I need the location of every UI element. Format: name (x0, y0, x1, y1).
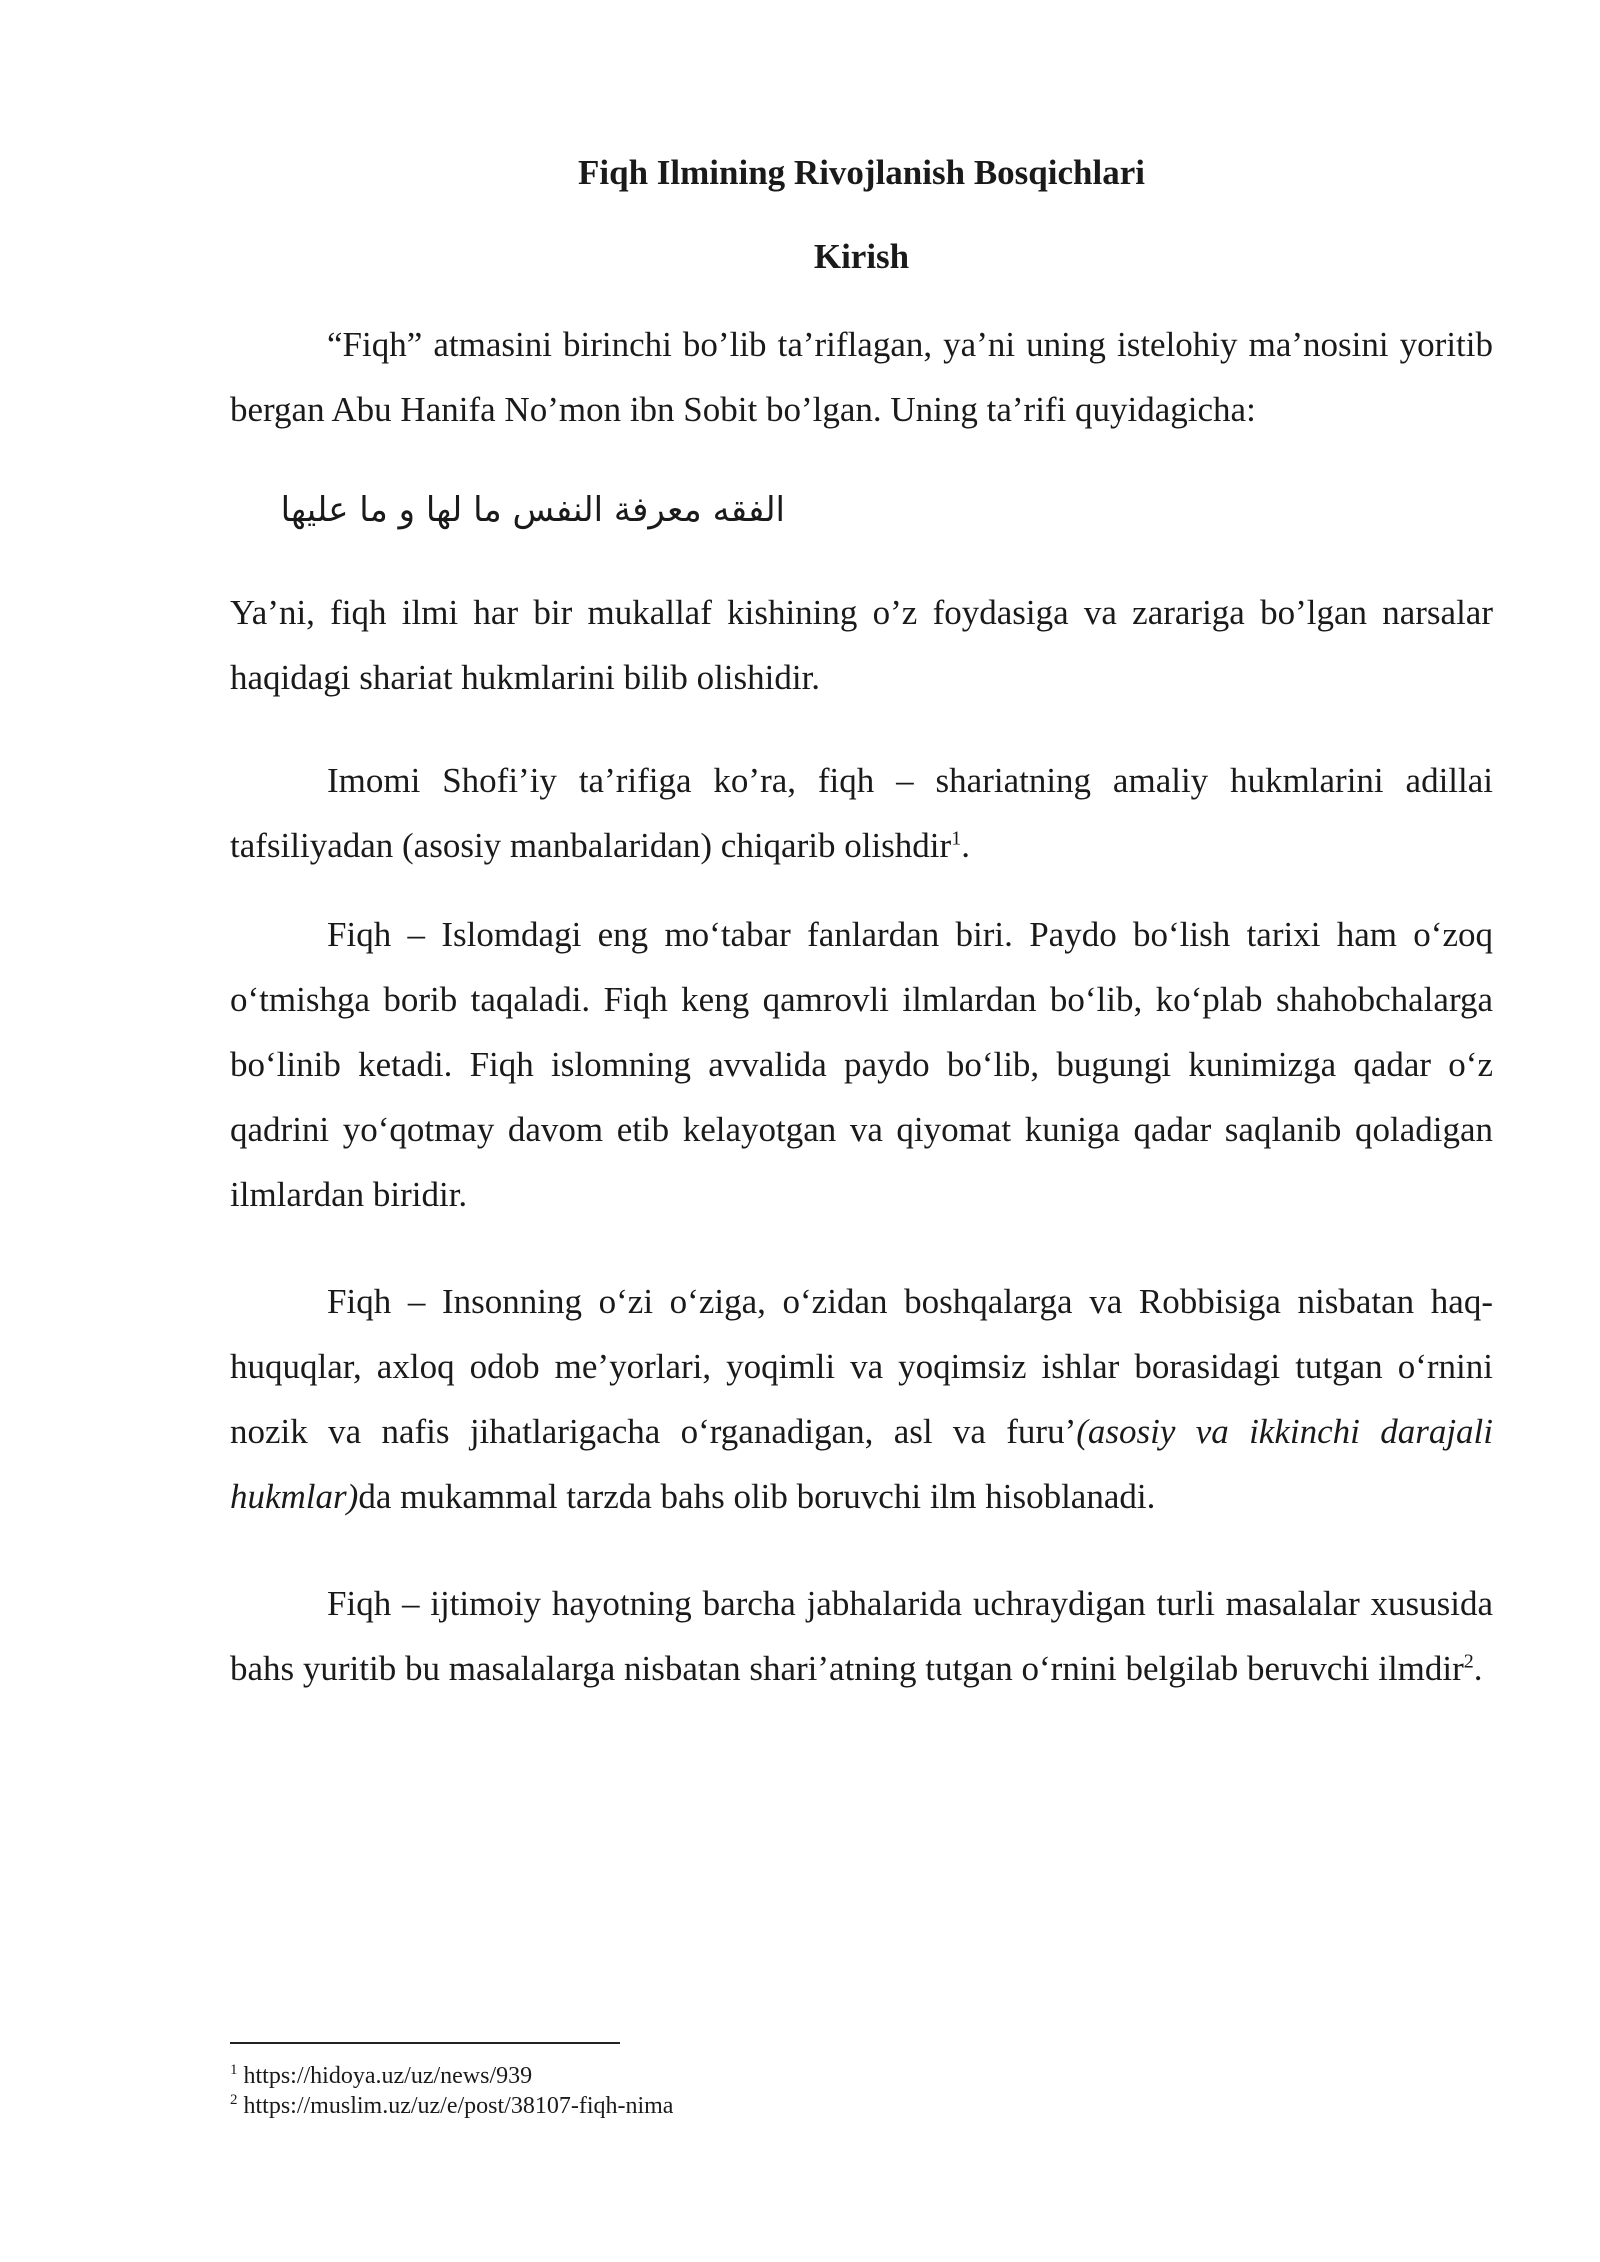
document-title: Fiqh Ilmining Rivojlanish Bosqichlari (578, 153, 1145, 192)
footnote-1 (230, 2061, 673, 2091)
islom-paragraph: Fiqh – Islomdagi eng mo‘tabar fanlardan biri. Paydo bo‘lish tarixi ham o‘zoq o‘tmishga borib taqaladi. Fiqh keng qamrovli ilmlardan bo‘lib, ko‘plab shahobchalarga bo‘linib ketadi. Fiqh islomning avvalida paydo bo‘lib, bugungi kunimizga qadar o‘z qadrini yo‘qotmay davom etib kelayotgan va qiyomat kuniga qadar saqlanib qoladigan ilmlardan biridir. (230, 915, 1493, 1214)
footnote-number: 1 (230, 2062, 238, 2078)
intro-paragraph: “Fiqh” atmasini birinchi bo’lib ta’riflagan, ya’ni uning istelohiy ma’nosini yoritib bergan Abu Hanifa No’mon ibn Sobit bo’lgan. Uning ta’rifi quyidagicha: (230, 325, 1493, 429)
document-page (230, 140, 1493, 1701)
inson-paragraph-text: Fiqh – Insonning o‘zi o‘ziga, o‘zidan boshqalarga va Robbisiga nisbatan haq-huquqlar, axloq odob me’yorlari, yoqimli va yoqimsiz ishlar borasidagi tutgan o‘rnini nozik va nafis jihatlarigacha o‘rganadigan, asl va furu’ (230, 1282, 1493, 1451)
ijtimoiy-paragraph (230, 1571, 1493, 1701)
footnote-reference-2[interactable]: 2 (1463, 1650, 1474, 1673)
footnote-link[interactable]: https://hidoya.uz/uz/news/939 (237, 2063, 533, 2089)
shofi-paragraph (230, 748, 1493, 878)
shofi-paragraph-text: Imomi Shofi’iy ta’rifiga ko’ra, fiqh – shariatning amaliy hukmlarini adillai tafsiliyadan (asosiy manbalaridan) chiqarib olishdir (230, 761, 1493, 865)
ijtimoiy-paragraph-end: . (1473, 1649, 1483, 1688)
footnote-number: 2 (230, 2092, 238, 2108)
inson-paragraph-end: da mukammal tarzda bahs olib boruvchi ilm hisoblanadi. (358, 1477, 1156, 1516)
footnote-link[interactable]: https://muslim.uz/uz/e/post/38107-fiqh-nima (237, 2093, 674, 2119)
footnote-reference-1[interactable]: 1 (951, 827, 962, 850)
yani-paragraph: Ya’ni, fiqh ilmi har bir mukallaf kishining o’z foydasiga va zarariga bo’lgan narsalar haqidagi shariat hukmlarini bilib olishidir. (230, 593, 1493, 697)
inson-paragraph-italic-note: (asosiy va ikkinchi darajali hukmlar) (230, 1412, 1493, 1516)
footnote-2 (230, 2091, 673, 2121)
inson-paragraph (230, 1269, 1493, 1529)
arabic-definition-quote: الفقه معرفة النفس ما لها و ما عليها (280, 490, 785, 530)
ijtimoiy-paragraph-text: Fiqh – ijtimoiy hayotning barcha jabhalarida uchraydigan turli masalalar xususida bahs yuritib bu masalalarga nisbatan shari’atning tutgan o‘rnini belgilab beruvchi ilmdir (230, 1584, 1493, 1688)
section-heading: Kirish (813, 237, 910, 276)
footnotes (230, 2061, 673, 2121)
footnote-separator (230, 2042, 620, 2044)
shofi-paragraph-end: . (961, 826, 970, 865)
